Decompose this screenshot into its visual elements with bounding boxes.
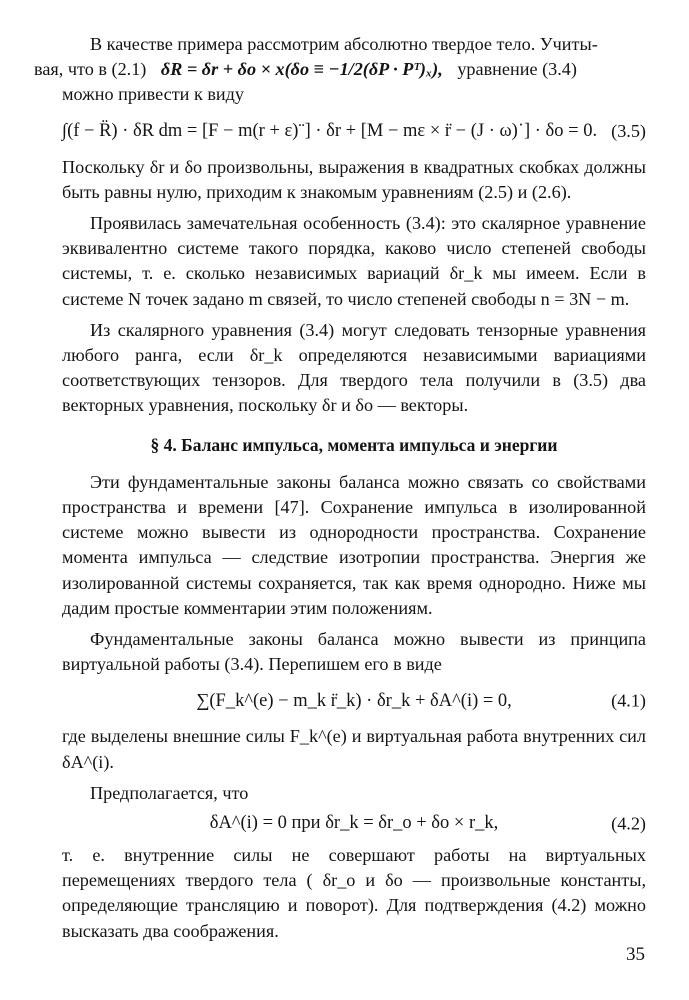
paragraph-2: Поскольку δr и δo произвольны, выражения в квадратных скобках должны быть равны нулю, приходим к знакомым уравнениям (2.5) и (2.6). (62, 156, 646, 202)
page-number: 35 (626, 943, 645, 965)
equation-4-2 (62, 808, 646, 840)
paragraph-1-line-1: В качестве примера рассмотрим абсолютно твердое тело. Учиты- (90, 34, 598, 54)
paragraph-1 (34, 32, 646, 108)
equation-3-5-body: ∫(f − R̈) · δR dm = [F − m(r + ε)¨] · δr + [M − mε × r̈ − (J · ω)˙] · δo = 0. (62, 121, 598, 141)
paragraph-6: Фундаментальные законы баланса можно вывести из принципа виртуальной работы (3.4). Перепишем его в виде (62, 629, 646, 675)
inline-formula-virtual-displacement: δR = δr + δo × x(δo ≡ −1/2(δP · Pᵀ)ₓ), (160, 59, 443, 80)
paragraph-1-line-3: можно привести к виду (62, 84, 245, 105)
equation-4-1 (62, 681, 646, 721)
equation-3-5 (62, 112, 646, 152)
paragraph-4: Из скалярного уравнения (3.4) могут следовать тензорные уравнения любого ранга, если δr_k определяются независимыми вариациями соответствующих тензоров. Для твердого тела получили в (3.5) два векторных уравнения, поскольку δr и δo — векторы. (62, 319, 646, 416)
equation-3-5-number: (3.5) (611, 121, 646, 141)
paragraph-3: Проявилась замечательная особенность (3.4): это скалярное уравнение эквивалентно системе такого порядка, каково число степеней свободы системы, т. е. сколько независимых вариаций δr_k мы имеем. Если в системе N точек задано m связей, то число степеней свободы n = 3N − m. (62, 213, 646, 309)
paragraph-8: Предполагается, что (90, 782, 249, 803)
paragraph-7: где выделены внешние силы F_k^(e) и виртуальная работа внутренних сил δA^(i). (62, 726, 646, 772)
equation-4-1-number: (4.1) (611, 690, 646, 711)
equation-4-2-body: δA^(i) = 0 при δr_k = δr_o + δo × r_k, (209, 813, 499, 834)
page-body (34, 32, 646, 944)
equation-4-2-number: (4.2) (611, 813, 646, 834)
paragraph-5: Эти фундаментальные законы баланса можно связать со свойствами пространства и времени [47]. Сохранение импульса в изолированной системе можно вывести из однородности пространства. Сохранение момента импульса — следствие изотропии пространства. Энергия же изолированной системы сохраняется, так как время однородно. Ниже мы дадим простые комментарии этим положениям. (62, 471, 646, 618)
paragraph-1-line-2-prefix: вая, что в (2.1) (34, 59, 147, 80)
equation-4-1-body: ∑(F_k^(e) − m_k r̈_k) · δr_k + δA^(i) = 0, (196, 690, 512, 711)
paragraph-1-line-2-suffix: уравнение (3.4) (457, 59, 577, 80)
paragraph-9: т. е. внутренние силы не совершают работы на виртуальных перемещениях твердого тела ( δr_o и δo — произвольные константы, определяющие трансляцию и поворот). Для подтверждения (4.2) можно высказать два соображения. (62, 845, 646, 941)
section-heading: § 4. Баланс импульса, момента импульса и энергии (150, 434, 558, 455)
